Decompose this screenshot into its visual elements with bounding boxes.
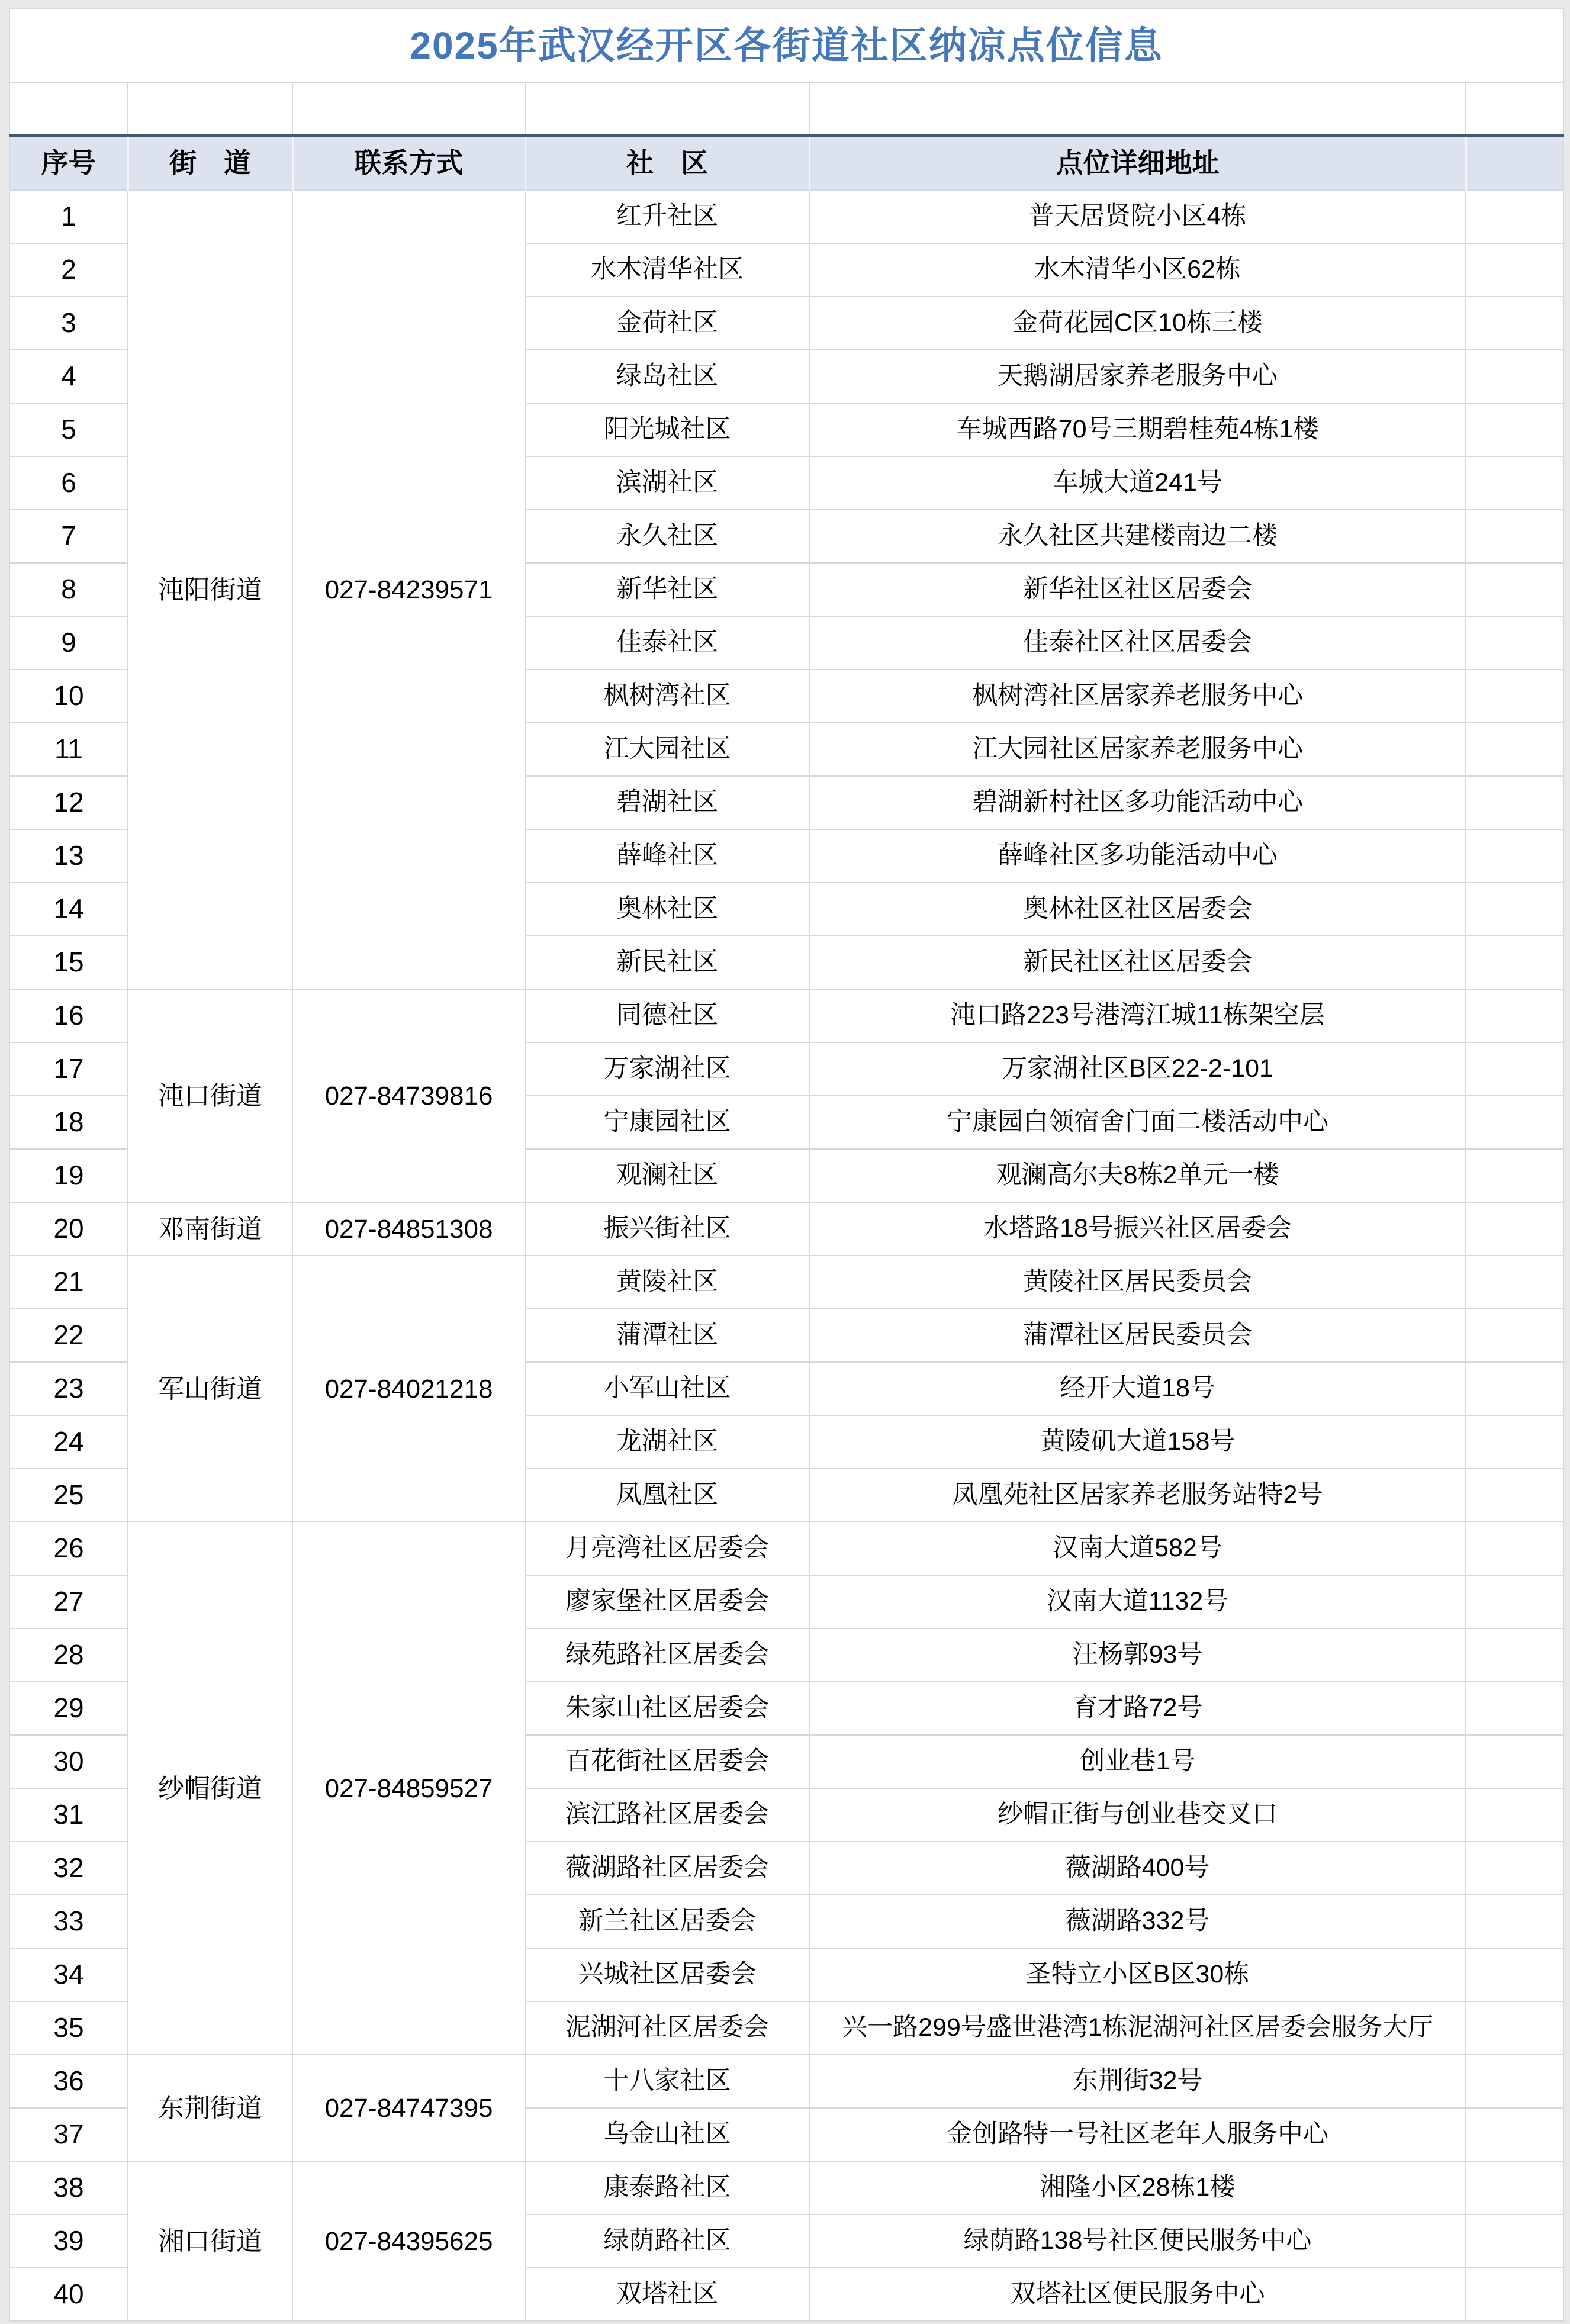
cell-extra <box>1466 243 1563 297</box>
cell-community: 滨江路社区居委会 <box>525 1788 809 1842</box>
cell-street: 沌阳街道 <box>128 190 292 989</box>
cell-community: 同德社区 <box>525 989 809 1042</box>
cell-no: 31 <box>9 1788 128 1842</box>
page-title: 2025年武汉经开区各街道社区纳凉点位信息 <box>410 24 1163 67</box>
cell-address: 薛峰社区多功能活动中心 <box>809 829 1466 883</box>
cell-address: 车城大道241号 <box>809 456 1466 510</box>
cell-no: 22 <box>9 1309 128 1362</box>
col-header-community: 社 区 <box>525 136 809 190</box>
cell-extra <box>1466 936 1563 989</box>
cell-community: 黄陵社区 <box>525 1256 809 1309</box>
cell-address: 水塔路18号振兴社区居委会 <box>809 1202 1466 1256</box>
spacer-cell <box>525 82 809 136</box>
cell-no: 37 <box>9 2108 128 2161</box>
cell-address: 新民社区社区居委会 <box>809 936 1466 989</box>
cell-extra <box>1466 1469 1563 1522</box>
cell-street: 沌口街道 <box>128 989 292 1202</box>
cell-extra <box>1466 1309 1563 1362</box>
table-row <box>9 989 1563 1042</box>
spacer-cell <box>9 82 128 136</box>
cell-address: 凤凰苑社区居家养老服务站特2号 <box>809 1469 1466 1522</box>
cell-address: 普天居贤院小区4栋 <box>809 190 1466 243</box>
title-row <box>9 9 1563 82</box>
cell-community: 绿苑路社区居委会 <box>525 1628 809 1682</box>
cell-extra <box>1466 2268 1563 2321</box>
cell-extra <box>1466 1682 1563 1735</box>
cell-community: 双塔社区 <box>525 2268 809 2321</box>
cell-phone: 027-84747395 <box>292 2055 525 2161</box>
spreadsheet-table <box>9 8 1563 2322</box>
cell-address: 汉南大道1132号 <box>809 1575 1466 1628</box>
cell-extra <box>1466 1256 1563 1309</box>
cell-address: 万家湖社区B区22-2-101 <box>809 1042 1466 1096</box>
cell-address: 圣特立小区B区30栋 <box>809 1948 1466 2001</box>
cell-community: 泥湖河社区居委会 <box>525 2001 809 2055</box>
cell-extra <box>1466 669 1563 723</box>
cell-community: 龙湖社区 <box>525 1415 809 1469</box>
cell-extra <box>1466 1788 1563 1842</box>
cell-street: 军山街道 <box>128 1256 292 1522</box>
cell-no: 21 <box>9 1256 128 1309</box>
cell-community: 奥林社区 <box>525 883 809 936</box>
cooling-points-table <box>9 8 1564 2322</box>
cell-extra <box>1466 2001 1563 2055</box>
cell-community: 金荷社区 <box>525 297 809 350</box>
cell-extra <box>1466 510 1563 563</box>
cell-community: 小军山社区 <box>525 1362 809 1415</box>
cell-no: 1 <box>9 190 128 243</box>
cell-extra <box>1466 1362 1563 1415</box>
cell-address: 永久社区共建楼南边二楼 <box>809 510 1466 563</box>
cell-address: 金荷花园C区10栋三楼 <box>809 297 1466 350</box>
cell-phone: 027-84739816 <box>292 989 525 1202</box>
cell-no: 3 <box>9 297 128 350</box>
cell-address: 新华社区社区居委会 <box>809 563 1466 616</box>
table-row <box>9 1256 1563 1309</box>
cell-community: 宁康园社区 <box>525 1096 809 1149</box>
cell-extra <box>1466 1149 1563 1202</box>
cell-extra <box>1466 403 1563 456</box>
cell-community: 康泰路社区 <box>525 2161 809 2214</box>
cell-extra <box>1466 1948 1563 2001</box>
cell-community: 阳光城社区 <box>525 403 809 456</box>
cell-address: 蒲潭社区居民委员会 <box>809 1309 1466 1362</box>
cell-no: 16 <box>9 989 128 1042</box>
cell-community: 佳泰社区 <box>525 616 809 669</box>
cell-community: 月亮湾社区居委会 <box>525 1522 809 1575</box>
cell-community: 红升社区 <box>525 190 809 243</box>
spacer-cell <box>1466 82 1563 136</box>
cell-address: 宁康园白领宿舍门面二楼活动中心 <box>809 1096 1466 1149</box>
cell-community: 永久社区 <box>525 510 809 563</box>
cell-phone: 027-84851308 <box>292 1202 525 1256</box>
cell-address: 兴一路299号盛世港湾1栋泥湖河社区居委会服务大厅 <box>809 2001 1466 2055</box>
cell-community: 枫树湾社区 <box>525 669 809 723</box>
cell-address: 经开大道18号 <box>809 1362 1466 1415</box>
cell-extra <box>1466 1096 1563 1149</box>
cell-address: 奥林社区社区居委会 <box>809 883 1466 936</box>
cell-extra <box>1466 1628 1563 1682</box>
cell-address: 佳泰社区社区居委会 <box>809 616 1466 669</box>
cell-community: 朱家山社区居委会 <box>525 1682 809 1735</box>
cell-community: 百花街社区居委会 <box>525 1735 809 1788</box>
cell-address: 双塔社区便民服务中心 <box>809 2268 1466 2321</box>
cell-address: 纱帽正街与创业巷交叉口 <box>809 1788 1466 1842</box>
cell-address: 汉南大道582号 <box>809 1522 1466 1575</box>
cell-no: 29 <box>9 1682 128 1735</box>
cell-no: 15 <box>9 936 128 989</box>
spacer-cell <box>809 82 1466 136</box>
cell-address: 江大园社区居家养老服务中心 <box>809 723 1466 776</box>
col-header-phone: 联系方式 <box>292 136 525 190</box>
cell-community: 薛峰社区 <box>525 829 809 883</box>
cell-no: 5 <box>9 403 128 456</box>
cell-no: 25 <box>9 1469 128 1522</box>
header-row <box>9 136 1563 190</box>
cell-address: 水木清华小区62栋 <box>809 243 1466 297</box>
cell-community: 碧湖社区 <box>525 776 809 829</box>
cell-address: 碧湖新村社区多功能活动中心 <box>809 776 1466 829</box>
cell-extra <box>1466 190 1563 243</box>
cell-no: 18 <box>9 1096 128 1149</box>
cell-address: 东荆街32号 <box>809 2055 1466 2108</box>
cell-no: 2 <box>9 243 128 297</box>
cell-address: 黄陵矶大道158号 <box>809 1415 1466 1469</box>
cell-extra <box>1466 829 1563 883</box>
cell-no: 11 <box>9 723 128 776</box>
cell-extra <box>1466 563 1563 616</box>
cell-community: 水木清华社区 <box>525 243 809 297</box>
cell-no: 38 <box>9 2161 128 2214</box>
cell-no: 12 <box>9 776 128 829</box>
cell-extra <box>1466 456 1563 510</box>
cell-address: 创业巷1号 <box>809 1735 1466 1788</box>
cell-no: 17 <box>9 1042 128 1096</box>
col-header-no: 序号 <box>9 136 128 190</box>
cell-extra <box>1466 297 1563 350</box>
cell-community: 江大园社区 <box>525 723 809 776</box>
cell-community: 新兰社区居委会 <box>525 1895 809 1948</box>
cell-extra <box>1466 1735 1563 1788</box>
cell-extra <box>1466 2055 1563 2108</box>
cell-no: 40 <box>9 2268 128 2321</box>
cell-extra <box>1466 1895 1563 1948</box>
cell-address: 沌口路223号港湾江城11栋架空层 <box>809 989 1466 1042</box>
cell-community: 十八家社区 <box>525 2055 809 2108</box>
cell-extra <box>1466 776 1563 829</box>
cell-address: 枫树湾社区居家养老服务中心 <box>809 669 1466 723</box>
spacer-row <box>9 82 1563 136</box>
cell-address: 黄陵社区居民委员会 <box>809 1256 1466 1309</box>
cell-address: 薇湖路400号 <box>809 1842 1466 1895</box>
cell-extra <box>1466 723 1563 776</box>
cell-phone: 027-84859527 <box>292 1522 525 2055</box>
cell-address: 薇湖路332号 <box>809 1895 1466 1948</box>
cell-no: 9 <box>9 616 128 669</box>
table-row <box>9 2055 1563 2108</box>
col-header-address: 点位详细地址 <box>809 136 1466 190</box>
col-header-empty <box>1466 136 1563 190</box>
cell-address: 车城西路70号三期碧桂苑4栋1楼 <box>809 403 1466 456</box>
cell-address: 育才路72号 <box>809 1682 1466 1735</box>
cell-no: 35 <box>9 2001 128 2055</box>
table-row <box>9 2161 1563 2214</box>
cell-community: 滨湖社区 <box>525 456 809 510</box>
cell-community: 乌金山社区 <box>525 2108 809 2161</box>
cell-community: 蒲潭社区 <box>525 1309 809 1362</box>
cell-community: 新民社区 <box>525 936 809 989</box>
cell-address: 绿荫路138号社区便民服务中心 <box>809 2214 1466 2268</box>
cell-no: 39 <box>9 2214 128 2268</box>
table-row <box>9 1202 1563 1256</box>
col-header-street: 街 道 <box>128 136 292 190</box>
cell-extra <box>1466 989 1563 1042</box>
cell-phone: 027-84239571 <box>292 190 525 989</box>
cell-no: 32 <box>9 1842 128 1895</box>
cell-extra <box>1466 2108 1563 2161</box>
cell-address: 金创路特一号社区老年人服务中心 <box>809 2108 1466 2161</box>
cell-address: 观澜高尔夫8栋2单元一楼 <box>809 1149 1466 1202</box>
cell-no: 13 <box>9 829 128 883</box>
cell-community: 凤凰社区 <box>525 1469 809 1522</box>
cell-street: 湘口街道 <box>128 2161 292 2321</box>
cell-no: 33 <box>9 1895 128 1948</box>
cell-extra <box>1466 1415 1563 1469</box>
cell-no: 14 <box>9 883 128 936</box>
cell-address: 汪杨郭93号 <box>809 1628 1466 1682</box>
cell-street: 邓南街道 <box>128 1202 292 1256</box>
cell-no: 30 <box>9 1735 128 1788</box>
cell-extra <box>1466 883 1563 936</box>
cell-no: 10 <box>9 669 128 723</box>
cell-no: 4 <box>9 350 128 403</box>
cell-community: 兴城社区居委会 <box>525 1948 809 2001</box>
cell-no: 7 <box>9 510 128 563</box>
table-row <box>9 1522 1563 1575</box>
cell-extra <box>1466 350 1563 403</box>
cell-address: 湘隆小区28栋1楼 <box>809 2161 1466 2214</box>
cell-no: 8 <box>9 563 128 616</box>
cell-no: 23 <box>9 1362 128 1415</box>
cell-no: 24 <box>9 1415 128 1469</box>
cell-community: 新华社区 <box>525 563 809 616</box>
cell-community: 绿荫路社区 <box>525 2214 809 2268</box>
cell-phone: 027-84395625 <box>292 2161 525 2321</box>
cell-extra <box>1466 1522 1563 1575</box>
cell-no: 27 <box>9 1575 128 1628</box>
spacer-cell <box>128 82 292 136</box>
cell-community: 绿岛社区 <box>525 350 809 403</box>
cell-community: 万家湖社区 <box>525 1042 809 1096</box>
cell-phone: 027-84021218 <box>292 1256 525 1522</box>
cell-extra <box>1466 1202 1563 1256</box>
cell-no: 28 <box>9 1628 128 1682</box>
cell-community: 振兴街社区 <box>525 1202 809 1256</box>
cell-no: 36 <box>9 2055 128 2108</box>
cell-address: 天鹅湖居家养老服务中心 <box>809 350 1466 403</box>
cell-extra <box>1466 2161 1563 2214</box>
cell-community: 薇湖路社区居委会 <box>525 1842 809 1895</box>
cell-extra <box>1466 2214 1563 2268</box>
table-row <box>9 190 1563 243</box>
table-title-cell <box>9 9 1563 82</box>
cell-no: 6 <box>9 456 128 510</box>
cell-community: 廖家堡社区居委会 <box>525 1575 809 1628</box>
cell-no: 34 <box>9 1948 128 2001</box>
cell-extra <box>1466 616 1563 669</box>
cell-no: 20 <box>9 1202 128 1256</box>
cell-no: 19 <box>9 1149 128 1202</box>
cell-extra <box>1466 1575 1563 1628</box>
spacer-cell <box>292 82 525 136</box>
cell-extra <box>1466 1042 1563 1096</box>
cell-street: 纱帽街道 <box>128 1522 292 2055</box>
cell-community: 观澜社区 <box>525 1149 809 1202</box>
cell-street: 东荆街道 <box>128 2055 292 2161</box>
cell-no: 26 <box>9 1522 128 1575</box>
cell-extra <box>1466 1842 1563 1895</box>
